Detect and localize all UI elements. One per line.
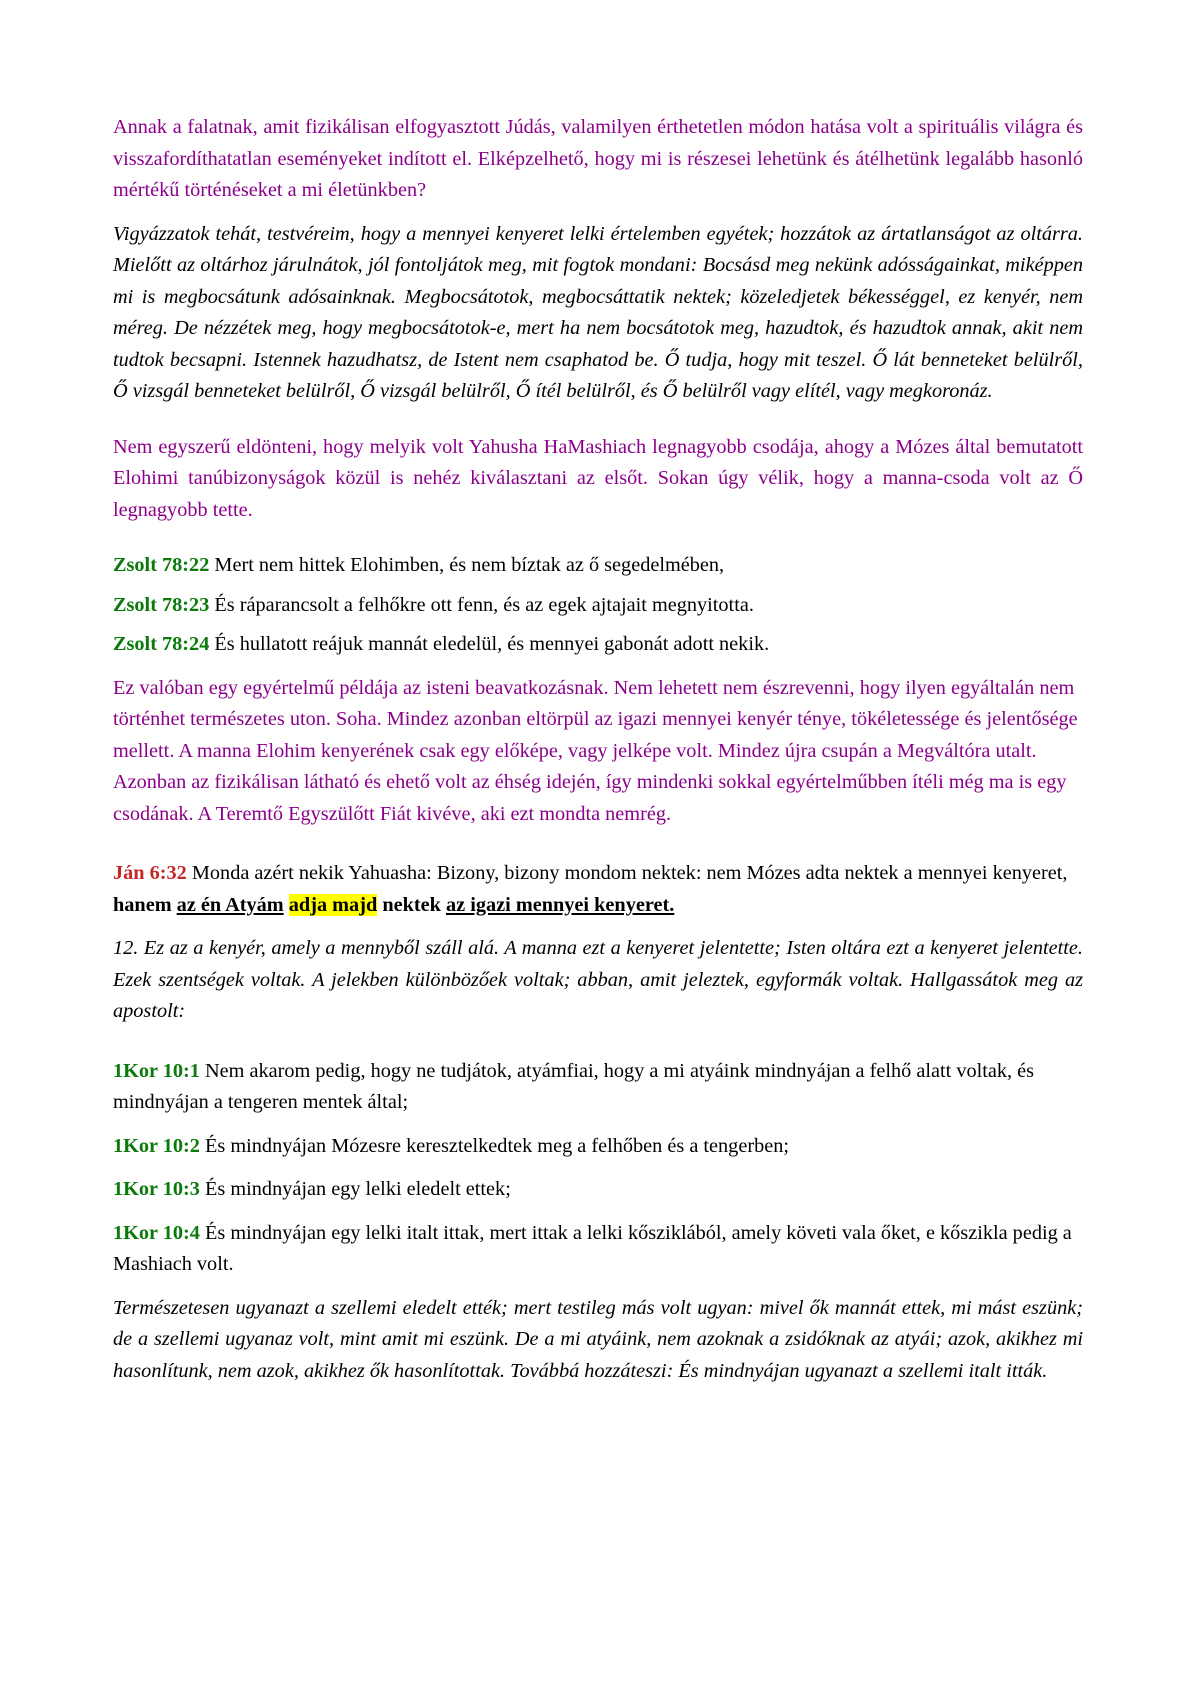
verse-text: És mindnyájan egy lelki eledelt ettek; (199, 1178, 511, 1200)
verse-reference: 1Kor 10:1 (113, 1059, 200, 1082)
verse-1kor-10-4 (113, 1218, 1083, 1281)
verse-text: Mert nem hittek Elohimben, és nem bíztak az ő segedelmében, (209, 554, 725, 576)
verse-1kor-10-2 (113, 1131, 1083, 1163)
bold-text: nektek (377, 893, 446, 916)
commentary-paragraph-1: Annak a falatnak, amit fizikálisan elfogyasztott Júdás, valamilyen érthetetlen módon hatása volt a spirituális világra és visszafordíthatatlan eseményeket indított el. Elképzelhető, hogy mi is részesei lehetünk és átélhetünk legalább hasonló mértékű történéseket a mi életünkben? (113, 116, 1083, 201)
document-page (113, 112, 1083, 1387)
verse-zsolt-78-22 (113, 550, 1083, 582)
verse-reference: Zsolt 78:24 (113, 633, 210, 655)
underlined-text: az igazi mennyei kenyeret. (446, 893, 675, 916)
verse-reference: Zsolt 78:22 (113, 554, 210, 576)
verse-jan-6-32 (113, 858, 1083, 921)
underlined-text: az én Atyám (176, 893, 284, 916)
verse-text: És ráparancsolt a felhőkre ott fenn, és az egek ajtajait megnyitotta. (209, 593, 754, 616)
verse-zsolt-78-23 (113, 590, 1083, 622)
verse-text: Monda azért nekik Yahuasha: Bizony, bizony mondom nektek: nem Mózes adta nektek a mennyei kenyeret, (186, 862, 1068, 884)
highlighted-text: adja majd (288, 893, 378, 916)
verse-zsolt-78-24 (113, 629, 1083, 661)
verse-1kor-10-3 (113, 1174, 1083, 1206)
verse-reference: Zsolt 78:23 (113, 593, 210, 616)
verse-1kor-10-1 (113, 1056, 1083, 1119)
commentary-paragraph-3: Ez valóban egy egyértelmű példája az isteni beavatkozásnak. Nem lehetett nem észrevenni, hogy ilyen egyáltalán nem történhet természetes uton. Soha. Mindez azonban eltörpül az igazi mennyei kenyér ténye, tökéletessége és jelentősége mellett. A manna Elohim kenyerének csak egy előképe, vagy jelképe volt. Mindez újra csupán a Megváltóra utalt. Azonban az fizikálisan látható és ehető volt az éhség idején, így mindenki sokkal egyértelműbben ítéli még ma is egy csodának. A Teremtő Egyszülőtt Fiát kivéve, aki ezt mondta nemrég. (113, 676, 1078, 825)
quote-paragraph-2: 12. Ez az a kenyér, amely a mennyből száll alá. A manna ezt a kenyeret jelentette; Isten oltára ezt a kenyeret jelentette. Ezek szentségek voltak. A jelekben különbözőek voltak; abban, amit jeleztek, egyformák voltak. Hallgassátok meg az apostolt: (113, 937, 1083, 1022)
commentary-paragraph-2: Nem egyszerű eldönteni, hogy melyik volt Yahusha HaMashiach legnagyobb csodája, ahogy a Mózes által bemutatott Elohimi tanúbizonyságok közül is nehéz kiválasztani az elsőt. Sokan úgy vélik, hogy a manna-csoda volt az Ő legnagyobb tette. (113, 435, 1083, 521)
quote-paragraph-1: Vigyázzatok tehát, testvéreim, hogy a mennyei kenyeret lelki értelemben egyétek; hozzátok az ártatlanságot az oltárra. Mielőtt az oltárhoz járulnátok, jól fontoljátok meg, mit fogtok mondani: Bocsásd meg nekünk adósságainkat, miképpen mi is megbocsátunk adósainknak. Megbocsátotok, megbocsáttatik nektek; közeledjetek békességgel, ez kenyér, nem méreg. De nézzétek meg, hogy megbocsátotok-e, mert ha nem bocsátotok meg, hazudtok, és hazudtok annak, akit nem tudtok becsapni. Istennek hazudhatsz, de Istent nem csaphatod be. Ő tudja, hogy mit teszel. Ő lát benneteket belülről, Ő vizsgál benneteket belülről, Ő vizsgál belülről, Ő ítél belülről, és Ő belülről vagy elítél, vagy megkoronáz. (113, 222, 1083, 402)
verse-reference: 1Kor 10:2 (113, 1134, 200, 1157)
verse-text: Nem akarom pedig, hogy ne tudjátok, atyámfiai, hogy a mi atyáink mindnyájan a felhő alatt voltak, és mindnyájan a tengeren mentek által; (113, 1059, 1035, 1113)
verse-text: És hullatott reájuk mannát eledelül, és mennyei gabonát adott nekik. (209, 633, 770, 655)
verse-text: És mindnyájan egy lelki italt ittak, mert ittak a lelki kősziklából, amely követi vala őket, e kőszikla pedig a Mashiach volt. (113, 1221, 1072, 1275)
verse-reference: 1Kor 10:3 (113, 1178, 200, 1200)
bold-text: hanem (113, 893, 177, 916)
verse-reference: 1Kor 10:4 (113, 1221, 200, 1244)
verse-text: És mindnyájan Mózesre keresztelkedtek meg a felhőben és a tengerben; (199, 1134, 790, 1157)
verse-reference: Ján 6:32 (113, 862, 187, 884)
quote-paragraph-3: Természetesen ugyanazt a szellemi eledelt ették; mert testileg más volt ugyan: mivel ők mannát ettek, mi mást eszünk; de a szellemi ugyanaz volt, mint amit mi eszünk. De a mi atyáink, nem azoknak a zsidóknak az atyái; azok, akikhez mi hasonlítunk, nem azok, akikhez ők hasonlítottak. Továbbá hozzáteszi: És mindnyájan ugyanazt a szellemi italt itták. (113, 1296, 1083, 1382)
